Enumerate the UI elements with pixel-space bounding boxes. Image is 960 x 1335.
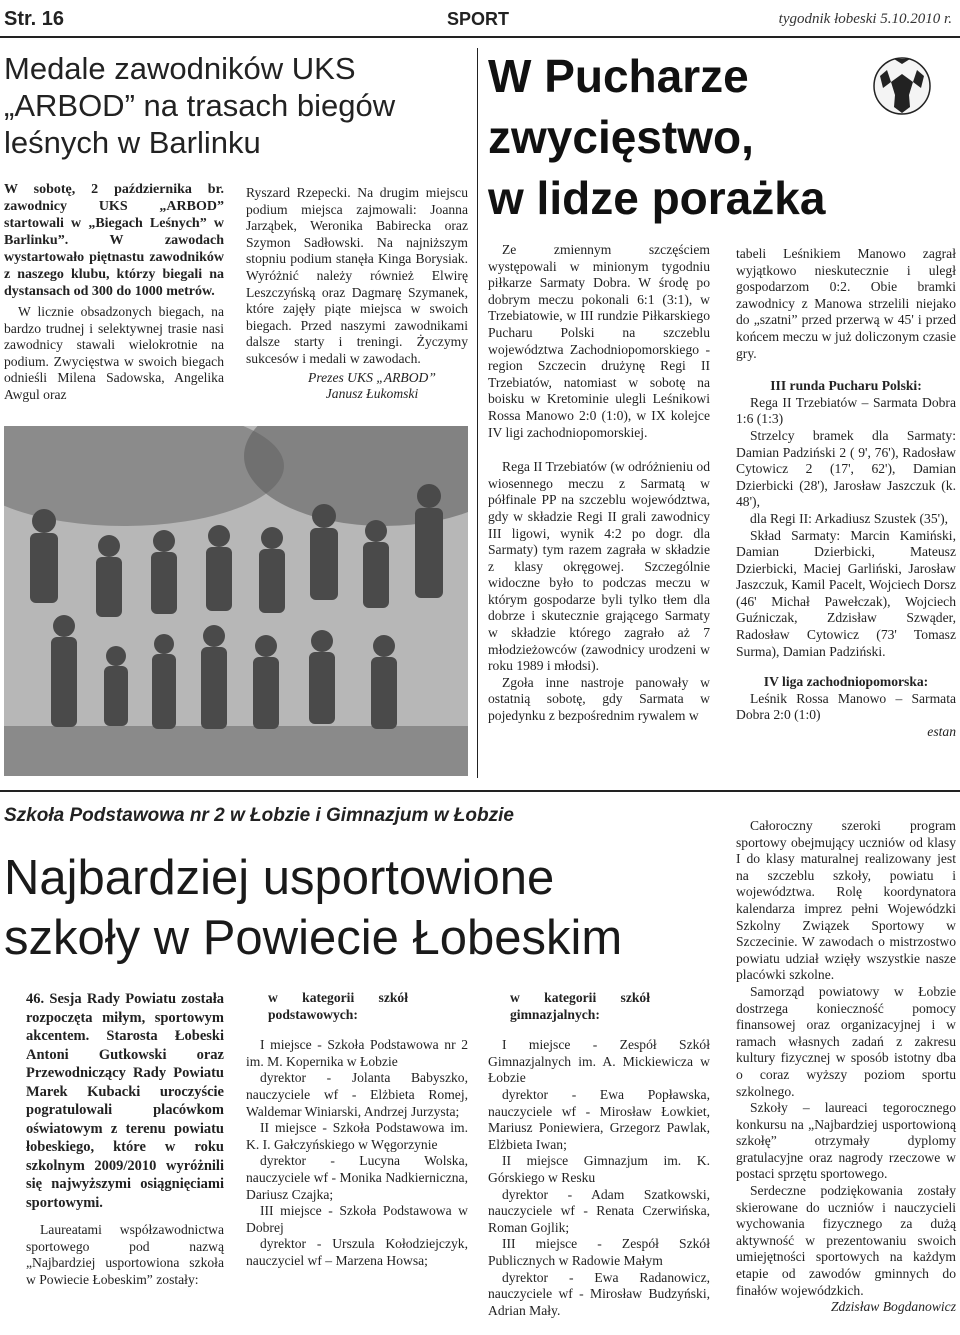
- article2-subhead: IV liga zachodniopomorska:: [763, 674, 929, 690]
- article1-title-line: leśnych w Barlinku: [4, 125, 261, 160]
- article3-col2: [246, 990, 468, 1270]
- header-rule: [0, 36, 960, 38]
- article2-lineup: Skład Sarmaty: Marcin Kamiński, Damian Dzierbicki, Mateusz Dzierbicki, Maciej Garliński, Jarosław Jaszczuk, Kamil Pacelt, Wojciech Dorsz (46' Michał Pawełczak), Wojciech Guźniczak, Zdzisław Szwąder, Radosław Cytowicz (73' Tomasz Surma), Damian Padziński.: [736, 527, 956, 659]
- article1-col1: [4, 181, 224, 404]
- article3-entry: II miejsce Gimnazjum im. K. Górskiego w Resku: [488, 1153, 710, 1185]
- team-photo: [4, 426, 468, 776]
- article2-result: Leśnik Rossa Manowo – Sarmata Dobra 2:0 (1:0): [736, 690, 956, 723]
- article3-lead: 46. Sesja Rady Powiatu została rozpoczęta miłym, sportowym akcentem. Starosta Łobeski Antoni Gutkowski oraz Przewodniczący Rady Powiatu Marek Kubacki uroczyście pogratulowali placówkom oświatowym z terenu powiatu łobeskiego, które w roku szkolnym 2009/2010 wyróżnili się najwyższymi osiągnięciami sportowymi.: [26, 991, 224, 1211]
- article2-col1: [488, 242, 710, 725]
- article2-col2: [736, 246, 956, 741]
- article3-paragraph: Szkoły – laureaci tegorocznego konkursu na „Najbardziej usportowioną szkołę” otrzymały dyplomy gratulacyjne oraz nagrody rzeczowe w postaci sprzętu sportowego.: [736, 1100, 956, 1182]
- article2-paragraph: Ze zmiennym szczęściem występowali w minionym tygodniu piłkarze Sarmaty Dobra. W środę po dobrym meczu pokonali 6:1 (3:1), w Trzebiatowie, w III rundzie Piłkarskiego Pucharu Polski na szczeblu województwa Zachodniopomorskiego - region Szczecin drużynę Regi II Trzebiatów, natomiast w sobotę na boisku w Kretominie ulegli Leśnikowi Rossa Manowo 2:0 (1:0), w IX kolejce IV ligi zachodniopomorskiej.: [488, 242, 710, 440]
- article2-title-line: zwycięstwo,: [488, 111, 754, 163]
- issue-date: tygodnik łobeski 5.10.2010 r.: [778, 11, 952, 27]
- article3-title: [4, 848, 704, 968]
- article2-title-line: W Pucharze: [488, 50, 749, 102]
- football-icon: [872, 56, 932, 116]
- article2-paragraph: Rega II Trzebiatów (w odróżnieniu od wiosennego meczu z Sarmatą w półfinale PP na szczeblu województwa, gdy w składzie Regi II grali zawodnicy III ligowi, wynik 4:2 po dogr. dla Sarmaty) tym razem zagrała w składzie z klasy okręgowej. Szczególnie widoczne było to podczas meczu w którym gospodarze byli tylko tłem dla dobrze i skutecznie grającego Sarmaty w składzie którego zagrało aż 7 młodzieżowców (zawodnicy urodzeni w roku 1989 i młodsi).: [488, 459, 711, 674]
- article3-entry: II miejsce - Szkoła Podstawowa im. K. I. Gałczyńskiego w Węgorzynie: [246, 1120, 468, 1152]
- article3-entry: dyrektor - Ewa Popławska, nauczyciele wf - Mirosław Łowkiet, Mariusz Poniewiera, Grzegorz Pawlak, Elżbieta Iwan;: [488, 1086, 710, 1152]
- article1-title-line: Medale zawodników UKS: [4, 51, 356, 86]
- article2-title-line: w lidze porażka: [488, 172, 826, 224]
- article2-subhead: III runda Pucharu Polski:: [770, 378, 922, 394]
- article3-col4: [736, 818, 956, 1316]
- article1-title: [4, 50, 474, 161]
- page-number: Str. 16: [4, 8, 65, 30]
- article2-paragraph: tabeli Leśnikiem Manowo zagrał wyjątkowo nieskutecznie i uległ gospodarzom 0:2. Obie bramki zawodnicy z Manowa strzelili niejako do „szatni” przed przerwą w 45' i przed końcem meczu w już doliczonym czasie gry.: [736, 246, 956, 361]
- article1-signature-1: Prezes UKS „ARBOD”: [308, 369, 436, 385]
- article1-signature-2: Janusz Łukomski: [325, 386, 419, 402]
- article3-entry: I miejsce - Szkoła Podstawowa nr 2 im. M. Kopernika w Łobzie: [246, 1037, 468, 1069]
- article3-col3: [488, 990, 710, 1319]
- article3-entry: III miejsce - Szkoła Podstawowa w Dobrej: [246, 1203, 468, 1235]
- article3-title-line: Najbardziej usportowione: [4, 851, 555, 905]
- article2-result: Rega II Trzebiatów – Sarmata Dobra 1:6 (1:3): [736, 394, 956, 427]
- article1-col2: [246, 185, 468, 403]
- article3-entry: III miejsce - Zespół Szkół Publicznych w Radowie Małym: [488, 1236, 710, 1268]
- article2-paragraph: Zgoła inne nastroje panowały w ostatnią sobotę, gdy Sarmata w pojedynku z bezpośrednim rywalem w: [488, 674, 710, 724]
- article1-title-line: „ARBOD” na trasach biegów: [4, 88, 396, 123]
- article3-kicker: Szkoła Podstawowa nr 2 w Łobzie i Gimnazjum w Łobzie: [4, 805, 514, 826]
- article2-signature: estan: [927, 724, 956, 740]
- article2-scorers: dla Regi II: Arkadiusz Szustek (35'),: [750, 510, 949, 526]
- column-rule: [477, 48, 478, 778]
- article1-paragraph: Ryszard Rzepecki. Na drugim miejscu podium miejsca zajmowali: Joanna Jarząbek, Weronika Babirecka oraz Szymon Sadłowski. Na najniższym stopniu podium stanęła Kinga Borysiak. Wyróżnić należy również Elwirę Leszczyńską oraz Dagmarę Szymanek, które zajęły piąte miejsca w swoich biegach. Przed naszymi zawodnikami dalsze starty i treningi. Życzymy sukcesów i medali w zawodach.: [246, 185, 468, 366]
- article2-scorers: Strzelcy bramek dla Sarmaty: Damian Padziński 2 ( 9', 76'), Radosław Cytowicz 2 (17', 62'), Damian Dzierbicki (28'), Jarosław Jaszczuk (k. 48'),: [736, 427, 956, 510]
- article3-paragraph: Serdeczne podziękowania zostały skierowane do uczniów i nauczycieli wychowania fizycznego za dużą aktywność w prezentowaniu swoich umiejętności sportowych na każdym etapie od zawodów gminnych do finałów wojewódzkich.: [736, 1183, 956, 1298]
- team-photo-illustration: [4, 426, 468, 776]
- article3-entry: dyrektor - Jolanta Babyszko, nauczyciele wf - Elżbieta Romej, Waldemar Winiarski, Andrzej Jurzysta;: [246, 1070, 468, 1119]
- article3-entry: dyrektor - Adam Szatkowski, nauczyciele wf - Renata Czerwińska, Roman Gojlik;: [488, 1186, 710, 1235]
- article3-paragraph: Całoroczny szeroki program sportowy obejmujący uczniów od klasy I do klasy maturalnej realizowany jest na szczeblu szkoły, powiatu i województwa. Rolę koordynatora kalendarza imprez pełni Wojewódzki Szkolny Związek Sportowy w Szczecinie. W zawodach o mistrzostwo powiatu udział wzięły wszystkie nasze placówki szkolne.: [736, 818, 956, 983]
- article3-category-head: w kategorii szkół gimnazjalnych:: [510, 990, 650, 1022]
- article3-entry: I miejsce - Zespół Szkół Gimnazjalnych im. A. Mickiewicza w Łobzie: [488, 1037, 710, 1086]
- article3-paragraph: Laureatami współzawodnictwa sportowego pod nazwą „Najbardziej usportowiona szkoła w Powiecie Łobeskim” zostały:: [26, 1222, 224, 1287]
- article3-col1: [26, 990, 224, 1288]
- article3-paragraph: Samorząd powiatowy w Łobzie dostrzega konieczność pomocy finansowej oraz organizacyjnej i w ramach własnych zadań z zakresu kultury fizycznej w sposób istotny dba o coraz wyższy poziom sportu szkolnego.: [736, 983, 956, 1099]
- article3-category-head: w kategorii szkół podstawowych:: [268, 990, 408, 1022]
- article1-paragraph: W licznie obsadzonych biegach, na bardzo trudnej i selektywnej trasie nasi zawodnicy stawali wielokrotnie na podium. Zwycięstwa w swoich biegach odnieśli Milena Sadowska, Angelika Awgul oraz: [4, 304, 224, 402]
- article3-entry: dyrektor - Ewa Radanowicz, nauczyciele wf - Mirosław Budzyński, Adrian Mały.: [488, 1269, 710, 1318]
- article1-lead: W sobotę, 2 października br. zawodnicy UKS „ARBOD” startowali w „Biegach Leśnych” w Barlinku”. W zawodach wystartowało piętnastu zawodników z naszego klubu, którzy biegali na dystansach od 300 do 1000 metrów.: [4, 182, 224, 299]
- article3-signature: Zdzisław Bogdanowicz: [830, 1299, 956, 1315]
- article3-entry: dyrektor - Lucyna Wolska, nauczyciele wf - Monika Nadkierniczna, Dariusz Czajka;: [246, 1153, 468, 1202]
- section-title: SPORT: [447, 9, 510, 29]
- article3-title-line: szkoły w Powiecie Łobeskim: [4, 911, 623, 965]
- article2-title: [488, 50, 888, 224]
- article3-entry: dyrektor - Urszula Kołodziejczyk, nauczyciel wf – Marzena Howsa;: [246, 1236, 468, 1268]
- section-rule: [0, 790, 960, 792]
